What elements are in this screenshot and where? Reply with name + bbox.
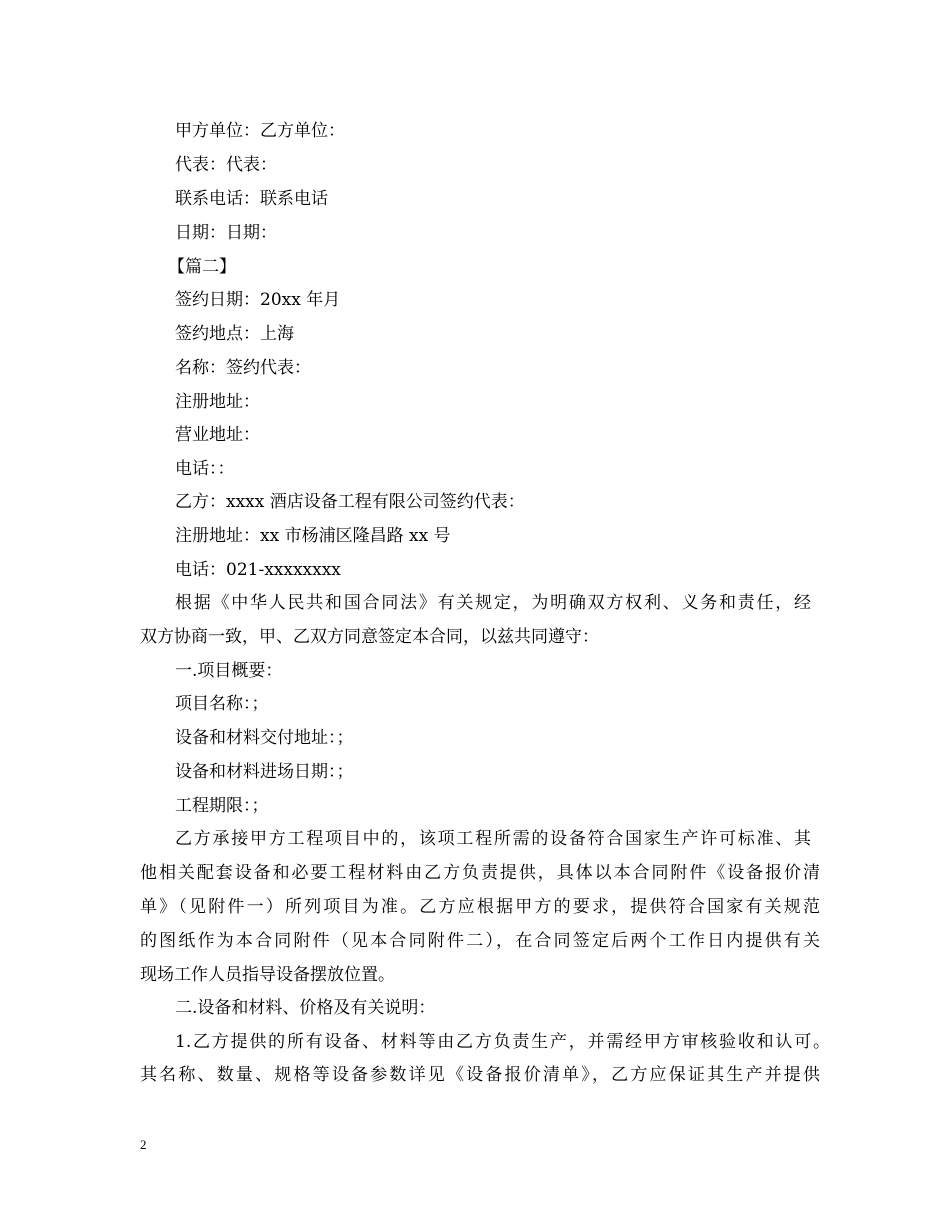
text-line: 工程期限：； xyxy=(175,796,269,816)
text-line: 设备和材料交付地址：； xyxy=(175,728,354,748)
text-line: 代表：代表： xyxy=(175,155,277,175)
text-line: 二.设备和材料、价格及有关说明： xyxy=(175,998,436,1018)
paragraph-line: 单》（见附件一）所列项目为准。乙方应根据甲方的要求，提供符合国家有关规范 xyxy=(140,897,820,917)
text-line: 日期：日期： xyxy=(175,223,277,243)
text-line: 项目名称：； xyxy=(175,694,269,714)
paragraph-line: 现场工作人员指导设备摆放位置。 xyxy=(140,965,395,985)
paragraph-line: 双方协商一致，甲、乙双方同意签定本合同，以兹共同遵守： xyxy=(140,627,599,647)
text-line: 名称：签约代表： xyxy=(175,358,311,378)
paragraph-line: 其名称、数量、规格等设备参数详见《设备报价清单》，乙方应保证其生产并提供 xyxy=(140,1065,820,1085)
text-line: 电话：： xyxy=(175,459,235,479)
text-line: 签约日期：20xx 年月 xyxy=(175,290,341,310)
page-number: 2 xyxy=(140,1137,147,1152)
text-line: 设备和材料进场日期：； xyxy=(175,762,354,782)
text-line: 电话：021-xxxxxxxx xyxy=(175,560,341,580)
paragraph-line: 根据《中华人民共和国合同法》有关规定，为明确双方权利、义务和责任，经 xyxy=(175,593,811,613)
paragraph-line: 的图纸作为本合同附件（见本合同附件二），在合同签定后两个工作日内提供有关 xyxy=(140,931,820,951)
paragraph-line: 1.乙方提供的所有设备、材料等由乙方负责生产，并需经甲方审核验收和认可。 xyxy=(175,1032,830,1052)
paragraph-line: 乙方承接甲方工程项目中的，该项工程所需的设备符合国家生产许可标准、其 xyxy=(175,829,811,849)
paragraph-line: 他相关配套设备和必要工程材料由乙方负责提供，具体以本合同附件《设备报价清 xyxy=(140,863,820,883)
text-line: 营业地址： xyxy=(175,425,260,445)
text-line: 注册地址：xx 市杨浦区隆昌路 xx 号 xyxy=(175,526,451,546)
text-line: 签约地点：上海 xyxy=(175,324,294,344)
section-heading: 【篇二】 xyxy=(168,257,236,277)
text-line: 注册地址： xyxy=(175,392,260,412)
text-line: 甲方单位：乙方单位： xyxy=(175,121,345,141)
text-line: 联系电话：联系电话 xyxy=(175,189,328,209)
text-line: 乙方：xxxx 酒店设备工程有限公司签约代表： xyxy=(175,492,525,512)
text-line: 一.项目概要： xyxy=(175,661,283,681)
